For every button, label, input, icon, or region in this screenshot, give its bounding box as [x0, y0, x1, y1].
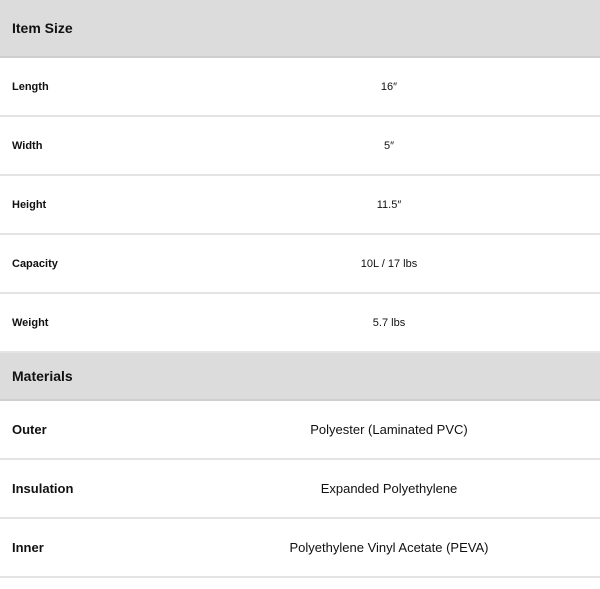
spec-value: 16″ [380, 80, 398, 93]
spec-row-weight [0, 294, 600, 353]
spec-value: 10L / 17 lbs [360, 257, 418, 270]
spec-row-height [0, 176, 600, 235]
spec-value: 5.7 lbs [372, 316, 406, 329]
spec-row-width [0, 117, 600, 176]
spec-label: Insulation [12, 481, 74, 496]
spec-label: Capacity [12, 257, 58, 270]
spec-value: 5″ [383, 139, 394, 152]
spec-label: Length [12, 80, 49, 93]
spec-value: Polyethylene Vinyl Acetate (PEVA) [289, 540, 489, 555]
section-header-item-size: Item Size [0, 0, 600, 58]
spec-label: Outer [12, 422, 47, 437]
spec-row-outer [0, 401, 600, 460]
spec-value: Expanded Polyethylene [320, 481, 458, 496]
spec-value: 11.5″ [376, 198, 402, 211]
section-header-materials: Materials [0, 353, 600, 401]
spec-label: Weight [12, 316, 49, 329]
spec-label: Width [12, 139, 43, 152]
spec-value: Polyester (Laminated PVC) [310, 422, 468, 437]
spec-label: Height [12, 198, 47, 211]
spec-row-inner [0, 519, 600, 578]
spec-row-capacity [0, 235, 600, 294]
materials-section [0, 353, 600, 578]
spec-label: Inner [12, 540, 44, 555]
spec-row-insulation [0, 460, 600, 519]
spec-row-length [0, 58, 600, 117]
